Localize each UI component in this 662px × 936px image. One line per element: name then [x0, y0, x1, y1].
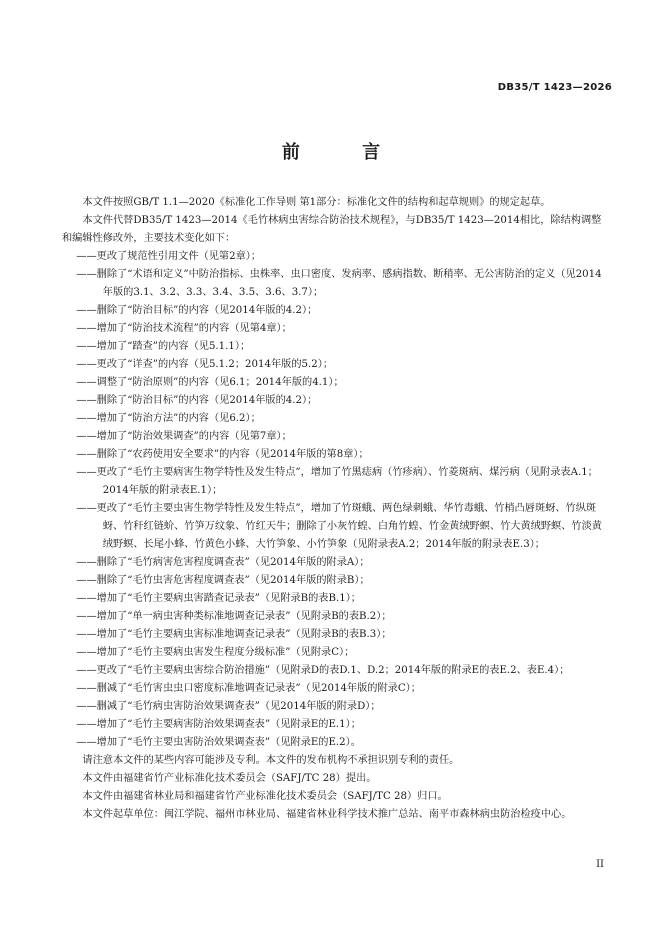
change-item: ——删除了“农药使用安全要求”的内容（见2014年版的第8章）；	[76, 449, 369, 460]
change-item: ——删除了“毛竹虫害危害程度调查表”（见2014年版的附录B）；	[76, 575, 370, 586]
change-item: ——调整了“防治原则”的内容（见6.1；2014年版的4.1）；	[76, 377, 344, 388]
intro-paragraph: 本文件按照GB/T 1.1—2020《标准化工作导则 第1部分：标准化文件的结构和起草规则》的规定起草。	[82, 197, 551, 208]
change-item: ——删除了“术语和定义”中防治指标、虫株率、虫口密度、发病率、感病指数、断稍率、无公害防治的定义（见2014年版的3.1、3.2、3.3、3.4、3.5、3.6、3.7）；	[76, 269, 602, 298]
standard-code: DB35/T 1423—2026	[497, 82, 612, 93]
closing-paragraph: 本文件由福建省林业局和福建省竹产业标准化技术委员会（SAFJ/TC 28）归口。	[82, 791, 448, 802]
change-item: ——更改了“毛竹主要病虫害综合防治措施”（见附录D的表D.1、D.2；2014年版的附录E的表E.2、表E.4）；	[76, 665, 570, 676]
change-item: ——更改了“详查”的内容（见5.1.2；2014年版的5.2）；	[76, 359, 334, 370]
change-item: ——增加了“踏查”的内容（见5.1.1）；	[76, 341, 251, 352]
change-item: ——增加了“防治效果调查”的内容（见第7章）；	[76, 431, 292, 442]
change-item: ——增加了“毛竹主要病虫害发生程度分级标准”（见附录C）；	[76, 647, 355, 658]
change-item: ——增加了“单一病虫害种类标准地调查记录表”（见附录B的表B.2）；	[76, 611, 392, 622]
change-item: ——删减了“毛竹害虫虫口密度标准地调查记录表”（见2014年版的附录C）；	[76, 683, 421, 694]
change-item: ——删除了“防治目标”的内容（见2014年版的4.2）；	[76, 305, 318, 316]
closing-paragraph: 本文件起草单位：闽江学院、福州市林业局、福建省林业科学技术推广总站、南平市森林病虫防治检疫中心。	[82, 809, 572, 820]
closing-paragraph: 本文件由福建省竹产业标准化技术委员会（SAFJ/TC 28）提出。	[82, 773, 377, 784]
change-item: ——增加了“防治方法”的内容（见6.2）；	[76, 413, 261, 424]
change-item: ——更改了“毛竹主要虫害生物学特性及发生特点”，增加了竹斑蛾、两色绿刺蛾、华竹毒蛾、竹梢凸唇斑蚜、竹纵斑蚜、竹秆红链蚧、竹笋万纹象、竹红天牛；删除了小灰竹蝗、白角竹蝗、竹金黄绒野螟、竹大黄绒野螟、竹淡黄绒野螟、长尾小蜂、竹黄色小蜂、大竹笋象、小竹笋象（见附录表A.2；2014年版的附录表E.3）；	[76, 503, 602, 550]
page-title: 前 言	[281, 142, 409, 163]
change-item: ——增加了“毛竹主要病虫害踏查记录表”（见附录B的表B.1）；	[76, 593, 361, 604]
change-item: ——更改了“毛竹主要病害生物学特性及发生特点”，增加了竹黑痣病（竹疹病）、竹菱斑病、煤污病（见附录表A.1；2014年版的附录表E.1）；	[76, 467, 598, 496]
intro-paragraph: 本文件代替DB35/T 1423—2014《毛竹林病虫害综合防治技术规程》，与DB35/T 1423—2014相比，除结构调整和编辑性修改外，主要技术变化如下：	[62, 215, 602, 244]
change-item: ——增加了“防治技术流程”的内容（见第4章）；	[76, 323, 292, 334]
change-item: ——增加了“毛竹主要病虫害标准地调查记录表”（见附录B的表B.3）；	[76, 629, 392, 640]
change-item: ——删除了“防治目标”的内容（见2014年版的4.2）；	[76, 395, 318, 406]
closing-paragraph: 请注意本文件的某些内容可能涉及专利。本文件的发布机构不承担识别专利的责任。	[82, 755, 460, 766]
change-item: ——删减了“毛竹病虫害防治效果调查表”（见2014年版的附录D）；	[76, 701, 381, 712]
change-item: ——更改了规范性引用文件（见第2章）；	[76, 251, 262, 262]
change-item: ——增加了“毛竹主要病害防治效果调查表”（见附录E的E.1）；	[76, 719, 361, 730]
document-body	[62, 194, 608, 824]
page-number: II	[596, 859, 604, 870]
change-item: ——删除了“毛竹病害危害程度调查表”（见2014年版的附录A）；	[76, 557, 370, 568]
change-item: ——增加了“毛竹主要虫害防治效果调查表”（见附录E的E.2）。	[76, 737, 361, 748]
